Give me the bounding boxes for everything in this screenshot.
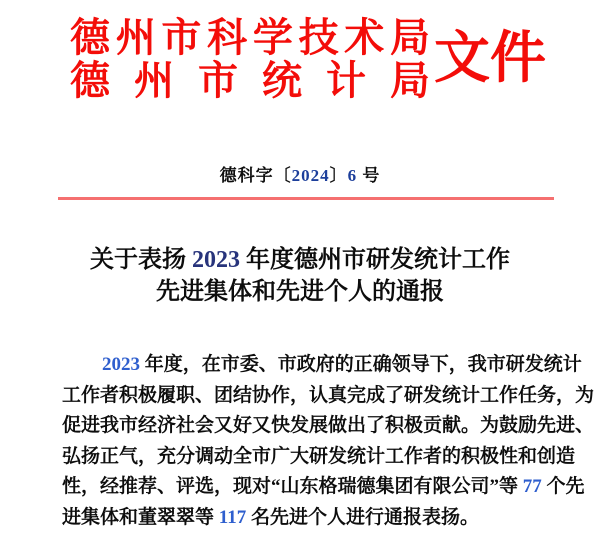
body-line: [62, 472, 585, 503]
body-paragraph: [62, 350, 595, 533]
doc-number-bracket: 〕: [329, 166, 348, 185]
body-collectives-count: 77: [522, 476, 542, 497]
letterhead: [0, 0, 600, 102]
agency-name-line2: 德州市统计局: [70, 58, 430, 103]
title-text: 年度德州市研发统计工作: [240, 247, 510, 273]
body-line: 弘扬正气，充分调动全市广大研发统计工作者的积极性和创造: [62, 445, 576, 467]
body-text-segment: 名先进个人进行通报表扬。: [246, 506, 479, 528]
doc-number-year: 2024: [291, 166, 330, 185]
body-text-segment: 个先: [541, 476, 585, 497]
body-text-segment: 年度，在市委、市政府的正确领导下，我市研发统计: [140, 354, 582, 375]
body-text-segment: 性，经推荐、评选，现对“山东格瑞德集团有限公司”等: [62, 476, 523, 497]
red-divider-line: [58, 197, 554, 200]
body-text-segment: 进集体和董翠翠等: [62, 506, 219, 528]
doc-number-prefix: 德科字〔: [219, 166, 292, 185]
doc-number: [0, 164, 600, 188]
document-title-line2: 先进集体和先进个人的通报: [156, 279, 444, 305]
title-year: 2023: [192, 247, 240, 273]
agency-names: [70, 16, 430, 102]
agency-name-line1: 德州市科学技术局: [70, 15, 430, 60]
body-line: [62, 350, 582, 381]
doc-number-suffix: 号: [357, 166, 381, 185]
doc-number-serial: 6: [347, 166, 358, 185]
title-text: 关于表扬: [90, 247, 192, 273]
document-title-line1: [0, 244, 600, 276]
body-year: 2023: [102, 354, 140, 375]
body-individuals-count: 117: [218, 506, 247, 528]
body-line: 工作者积极履职、团结协作，认真完成了研发统计工作任务，为: [62, 384, 595, 406]
body-line: 促进我市经济社会又好又快发展做出了积极贡献。为鼓励先进、: [62, 415, 595, 436]
body-line: [62, 503, 542, 534]
document-title: [0, 244, 600, 308]
doc-type-label: 文件: [434, 28, 546, 90]
